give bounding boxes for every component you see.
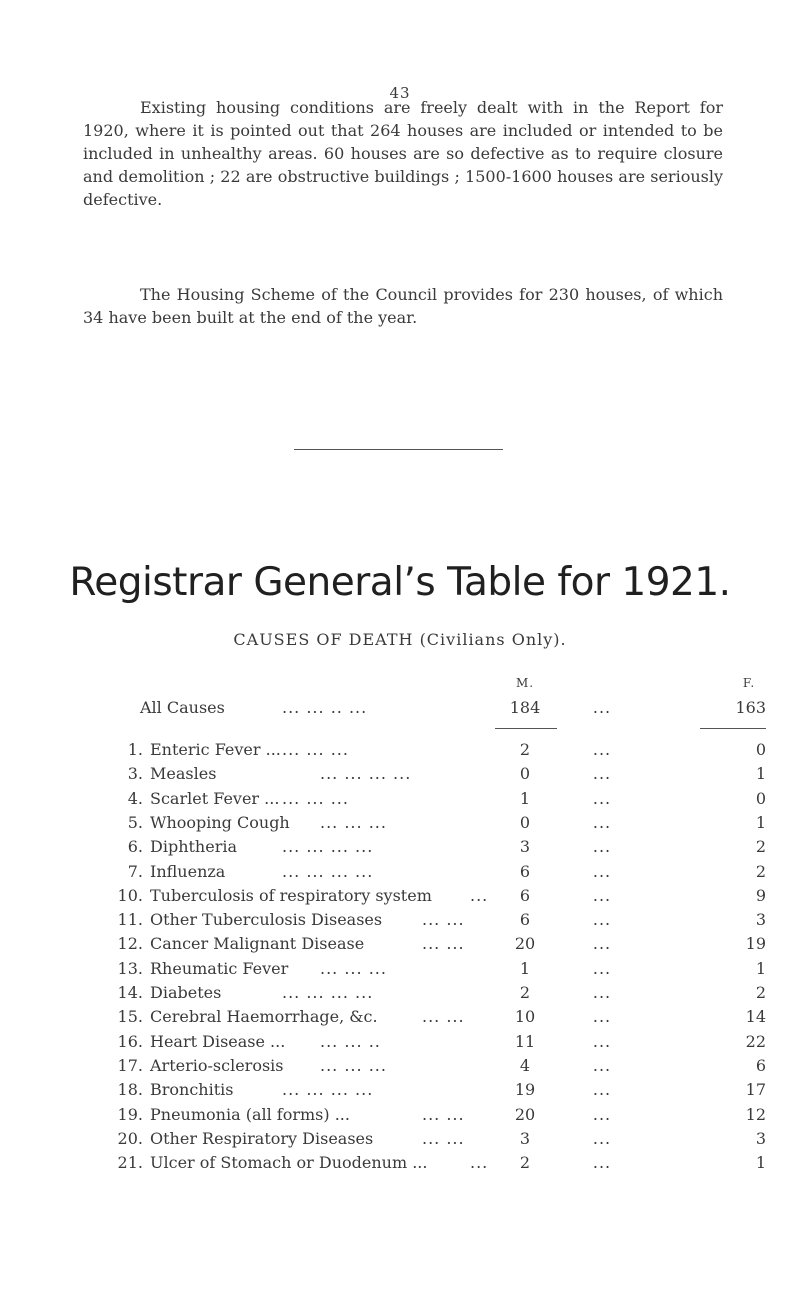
table-row: [0, 1054, 800, 1078]
table-row: [0, 932, 800, 956]
row-number: 4.: [127, 788, 143, 808]
column-separator-dots: ...: [592, 698, 612, 717]
row-number: 11.: [117, 910, 143, 930]
all-causes-label: All Causes: [140, 698, 225, 717]
female-count: 1: [755, 1153, 766, 1173]
female-count: 22: [745, 1031, 766, 1051]
housing-conditions-paragraph: Existing housing conditions are freely dealt with in the Report for 1920, where it is pointed out that 264 houses are included or intended to be included in unhealthy areas. 60 houses are so defective as to require closure and demolition ; 22 are obstructive buildings ; 1500-1600 houses are seriously defective.: [83, 98, 723, 209]
column-separator-dots: ...: [592, 934, 612, 954]
table-row: [0, 908, 800, 932]
cause-name: Influenza: [150, 861, 226, 881]
row-number: 15.: [117, 1007, 143, 1027]
cause-name: Ulcer of Stomach or Duodenum ...: [150, 1153, 428, 1173]
table-row: [0, 787, 800, 811]
leader-dots: ... ...: [422, 1007, 465, 1027]
male-count: 20: [514, 1104, 536, 1124]
column-separator-dots: ...: [592, 861, 612, 881]
column-separator-dots: ...: [592, 983, 612, 1002]
cause-name: Diabetes: [150, 983, 222, 1002]
row-number: 12.: [117, 934, 143, 954]
column-separator-dots: ...: [592, 812, 612, 832]
column-separator-dots: ...: [592, 1104, 612, 1124]
female-count: 1: [755, 812, 766, 832]
female-count: 0: [755, 740, 766, 759]
female-count: 19: [745, 934, 766, 954]
row-number: 19.: [117, 1104, 143, 1124]
table-row: [0, 1030, 800, 1054]
column-separator-dots: ...: [592, 764, 612, 784]
all-causes-male: 184: [509, 698, 541, 717]
male-count: 0: [519, 764, 531, 784]
cause-name: Whooping Cough: [150, 812, 290, 832]
row-number: 14.: [117, 983, 143, 1002]
table-row: [0, 1127, 800, 1151]
cause-name: Arterio-sclerosis: [150, 1055, 284, 1075]
table-row: [0, 1078, 800, 1102]
female-count: 12: [745, 1104, 766, 1124]
leader-dots: ... ... .. ...: [282, 698, 368, 717]
all-causes-female: 163: [735, 698, 766, 717]
table-row: [0, 981, 800, 1005]
female-count: 1: [755, 764, 766, 784]
table-row: [0, 1103, 800, 1127]
table-row: [0, 762, 800, 786]
row-number: 17.: [117, 1055, 143, 1075]
male-count: 6: [519, 861, 531, 881]
column-separator-dots: ...: [592, 1055, 612, 1075]
female-count: 3: [755, 910, 766, 930]
row-number: 7.: [127, 861, 143, 881]
male-count: 6: [519, 885, 531, 905]
leader-dots: ... ...: [422, 934, 465, 954]
female-count: 3: [755, 1128, 766, 1148]
leader-dots: ... ... ...: [320, 958, 387, 978]
male-count: 11: [514, 1031, 536, 1051]
leader-dots: ... ... ...: [282, 740, 349, 759]
cause-name: Cerebral Haemorrhage, &c.: [150, 1007, 378, 1027]
table-row: [0, 860, 800, 884]
column-separator-dots: ...: [592, 1128, 612, 1148]
male-count: 3: [519, 1128, 531, 1148]
male-count: 1: [519, 958, 531, 978]
row-number: 10.: [117, 885, 143, 905]
male-count: 20: [514, 934, 536, 954]
row-number: 18.: [117, 1080, 143, 1100]
table-row: [0, 738, 800, 762]
cause-name: Rheumatic Fever: [150, 958, 289, 978]
leader-dots: ... ... ...: [320, 1055, 387, 1075]
table-row: [0, 835, 800, 859]
female-count: 0: [755, 788, 766, 808]
column-separator-dots: ...: [592, 837, 612, 857]
leader-dots: ... ... ... ...: [320, 764, 412, 784]
leader-dots: ... ...: [422, 1128, 465, 1148]
housing-scheme-paragraph: The Housing Scheme of the Council provides for 230 houses, of which 34 have been built at the end of the year.: [83, 285, 723, 327]
column-separator-dots: ...: [592, 958, 612, 978]
cause-name: Other Respiratory Diseases: [150, 1128, 374, 1148]
male-count: 3: [519, 837, 531, 857]
leader-dots: ... ... ..: [320, 1031, 381, 1051]
cause-name: Bronchitis: [150, 1080, 234, 1100]
table-row: [0, 884, 800, 908]
table-row: [0, 811, 800, 835]
male-count: 2: [519, 1153, 531, 1173]
female-count: 2: [755, 861, 766, 881]
female-count: 2: [755, 983, 766, 1002]
male-count: 10: [514, 1007, 536, 1027]
cause-name: Diphtheria: [150, 837, 237, 857]
male-count: 2: [519, 983, 531, 1002]
leader-dots: ... ... ...: [320, 812, 387, 832]
cause-name: Heart Disease ...: [150, 1031, 286, 1051]
column-separator-dots: ...: [592, 788, 612, 808]
table-title: Registrar General’s Table for 1921.: [69, 560, 731, 605]
leader-dots: ... ... ...: [282, 788, 349, 808]
female-count: 9: [755, 885, 766, 905]
female-count: 17: [745, 1080, 766, 1100]
row-number: 3.: [127, 764, 143, 784]
cause-name: Other Tuberculosis Diseases: [150, 910, 383, 930]
leader-dots: ... ... ... ...: [282, 861, 374, 881]
column-header-male: M.: [515, 676, 535, 690]
row-number: 16.: [117, 1031, 143, 1051]
cause-name: Measles: [150, 764, 217, 784]
table-row: [0, 1151, 800, 1175]
row-number: 21.: [117, 1153, 143, 1173]
male-count: 2: [519, 740, 531, 759]
male-count: 1: [519, 788, 531, 808]
female-count: 2: [755, 837, 766, 857]
leader-dots: ... ... ... ...: [282, 983, 374, 1002]
female-count: 14: [745, 1007, 766, 1027]
row-number: 20.: [117, 1128, 143, 1148]
page-number: 43: [389, 84, 411, 102]
male-count: 0: [519, 812, 531, 832]
cause-name: Scarlet Fever ...: [150, 788, 280, 808]
column-separator-dots: ...: [592, 1080, 612, 1100]
leader-dots: ... ... ... ...: [282, 837, 374, 857]
table-row: [0, 957, 800, 981]
row-number: 6.: [127, 837, 143, 857]
row-number: 13.: [117, 958, 143, 978]
cause-name: Enteric Fever ...: [150, 740, 281, 759]
column-separator-dots: ...: [592, 740, 612, 759]
male-count: 19: [514, 1080, 536, 1100]
leader-dots: ... ... ... ...: [282, 1080, 374, 1100]
female-count: 6: [755, 1055, 766, 1075]
male-count: 6: [519, 910, 531, 930]
column-header-female: F.: [742, 676, 756, 690]
cause-name: Cancer Malignant Disease: [150, 934, 365, 954]
table-subtitle: CAUSES OF DEATH (Civilians Only).: [233, 630, 567, 649]
column-separator-dots: ...: [592, 1031, 612, 1051]
leader-dots: ...: [470, 885, 489, 905]
cause-name: Pneumonia (all forms) ...: [150, 1104, 350, 1124]
leader-dots: ... ...: [422, 1104, 465, 1124]
row-number: 5.: [127, 812, 143, 832]
column-separator-dots: ...: [592, 1153, 612, 1173]
leader-dots: ...: [470, 1153, 489, 1173]
column-separator-dots: ...: [592, 1007, 612, 1027]
table-row: [0, 1005, 800, 1029]
leader-dots: ... ...: [422, 910, 465, 930]
row-number: 1.: [127, 740, 143, 759]
female-count: 1: [755, 958, 766, 978]
male-count: 4: [519, 1055, 531, 1075]
column-separator-dots: ...: [592, 885, 612, 905]
column-separator-dots: ...: [592, 910, 612, 930]
cause-name: Tuberculosis of respiratory system: [150, 885, 432, 905]
